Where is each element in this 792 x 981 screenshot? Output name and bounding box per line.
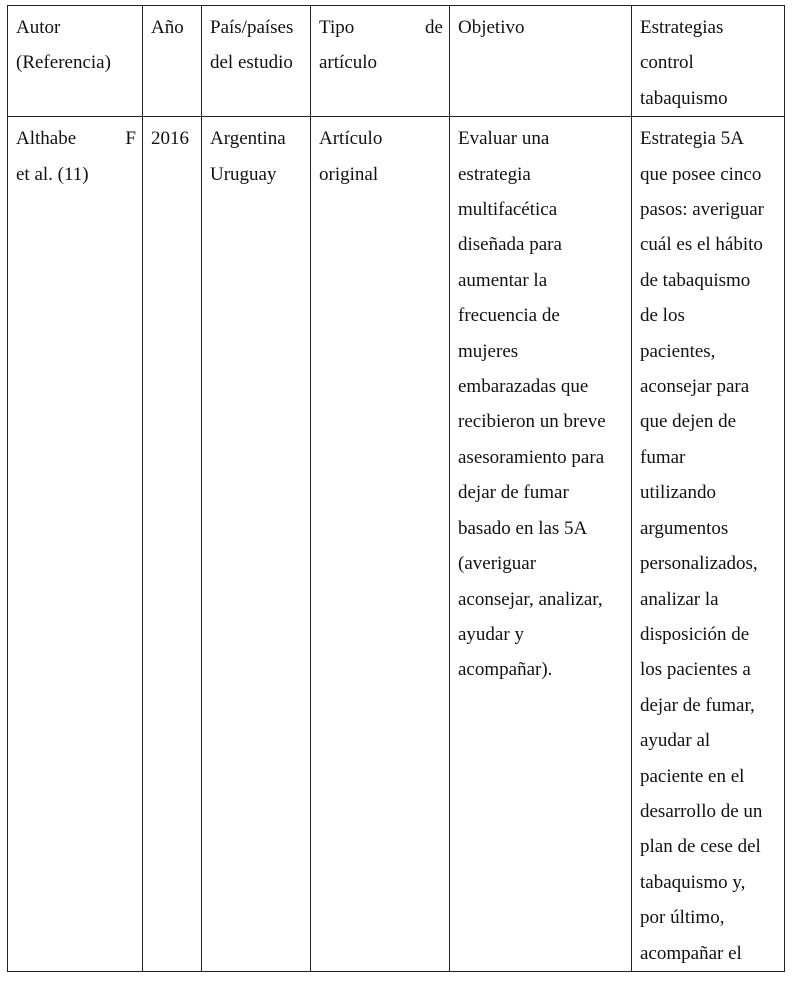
cell-estrategias-line: por último, — [640, 907, 725, 929]
header-tipo-line: Tipo de — [319, 17, 443, 38]
cell-estrategias-line: personalizados, — [640, 553, 758, 575]
cell-estrategias-line: que dejen de — [640, 411, 737, 433]
header-tipo — [311, 6, 450, 117]
cell-estrategias-line: de tabaquismo — [640, 269, 751, 291]
header-pais-line: del estudio — [210, 52, 293, 74]
cell-pais — [202, 117, 311, 972]
cell-anio-line: 2016 — [151, 128, 189, 150]
cell-estrategias-line: que posee cinco — [640, 163, 762, 185]
cell-tipo-line: Artículo — [319, 128, 383, 150]
cell-objetivo-line: embarazadas que — [458, 376, 589, 398]
cell-estrategias-line: de los — [640, 305, 685, 327]
cell-tipo — [311, 117, 450, 972]
cell-autor — [8, 117, 143, 972]
cell-estrategias-line: argumentos — [640, 517, 729, 539]
cell-objetivo-line: asesoramiento para — [458, 446, 605, 468]
cell-estrategias-line: paciente en el — [640, 765, 745, 787]
cell-objetivo-line: basado en las 5A — [458, 517, 588, 539]
cell-objetivo-line: Evaluar una — [458, 128, 550, 150]
cell-estrategias-line: tabaquismo y, — [640, 871, 746, 893]
header-anio-line: Año — [151, 17, 184, 38]
cell-estrategias-line: pacientes, — [640, 340, 716, 362]
cell-estrategias-line: acompañar el — [640, 942, 742, 964]
header-anio — [143, 6, 202, 117]
cell-anio — [143, 117, 202, 972]
header-estrategias-line: control — [640, 52, 694, 74]
cell-estrategias-line: desarrollo de un — [640, 800, 763, 822]
header-estrategias-line: Estrategias — [640, 17, 724, 38]
cell-estrategias-line: fumar — [640, 446, 686, 468]
cell-objetivo-line: mujeres — [458, 340, 519, 362]
cell-estrategias-line: disposición de — [640, 623, 750, 645]
cell-objetivo-line: recibieron un breve — [458, 411, 606, 433]
table-header-row — [8, 6, 785, 117]
header-objetivo-line: Objetivo — [458, 17, 525, 38]
cell-estrategias — [632, 117, 785, 972]
cell-objetivo-line: estrategia — [458, 163, 531, 185]
header-objetivo — [450, 6, 632, 117]
table-row — [8, 117, 785, 972]
cell-objetivo-line: dejar de fumar — [458, 482, 569, 504]
header-pais — [202, 6, 311, 117]
cell-pais-line: Uruguay — [210, 163, 277, 185]
cell-estrategias-line: los pacientes a — [640, 659, 751, 681]
header-autor — [8, 6, 143, 117]
cell-estrategias-line: Estrategia 5A — [640, 128, 744, 150]
studies-table — [7, 5, 785, 972]
header-autor-line: Autor — [16, 17, 61, 38]
cell-objetivo-line: ayudar y — [458, 623, 524, 645]
cell-autor-line: et al. (11) — [16, 163, 89, 185]
cell-estrategias-line: analizar la — [640, 588, 719, 610]
cell-objetivo-line: aconsejar, analizar, — [458, 588, 603, 610]
cell-estrategias-line: aconsejar para — [640, 376, 750, 398]
cell-objetivo-line: (averiguar — [458, 553, 537, 575]
cell-objetivo — [450, 117, 632, 972]
cell-objetivo-line: multifacética — [458, 199, 558, 221]
cell-estrategias-line: cuál es el hábito — [640, 234, 763, 256]
header-autor-line: (Referencia) — [16, 52, 111, 74]
cell-objetivo-line: aumentar la — [458, 269, 548, 291]
cell-estrategias-line: pasos: averiguar — [640, 199, 764, 221]
cell-estrategias-line: ayudar al — [640, 730, 711, 752]
cell-estrategias-line: dejar de fumar, — [640, 694, 755, 716]
cell-tipo-line: original — [319, 163, 379, 185]
cell-pais-line: Argentina — [210, 128, 286, 150]
header-estrategias-line: tabaquismo — [640, 87, 728, 109]
cell-objetivo-line: frecuencia de — [458, 305, 560, 327]
cell-estrategias-line: plan de cese del — [640, 836, 761, 858]
header-tipo-line: artículo — [319, 52, 378, 74]
cell-objetivo-line: diseñada para — [458, 234, 562, 256]
cell-estrategias-line: utilizando — [640, 482, 716, 504]
header-pais-line: País/países — [210, 17, 294, 38]
cell-autor-line: Althabe F — [16, 128, 136, 150]
studies-table-container — [7, 5, 785, 972]
cell-objetivo-line: acompañar). — [458, 659, 553, 681]
header-estrategias — [632, 6, 785, 117]
